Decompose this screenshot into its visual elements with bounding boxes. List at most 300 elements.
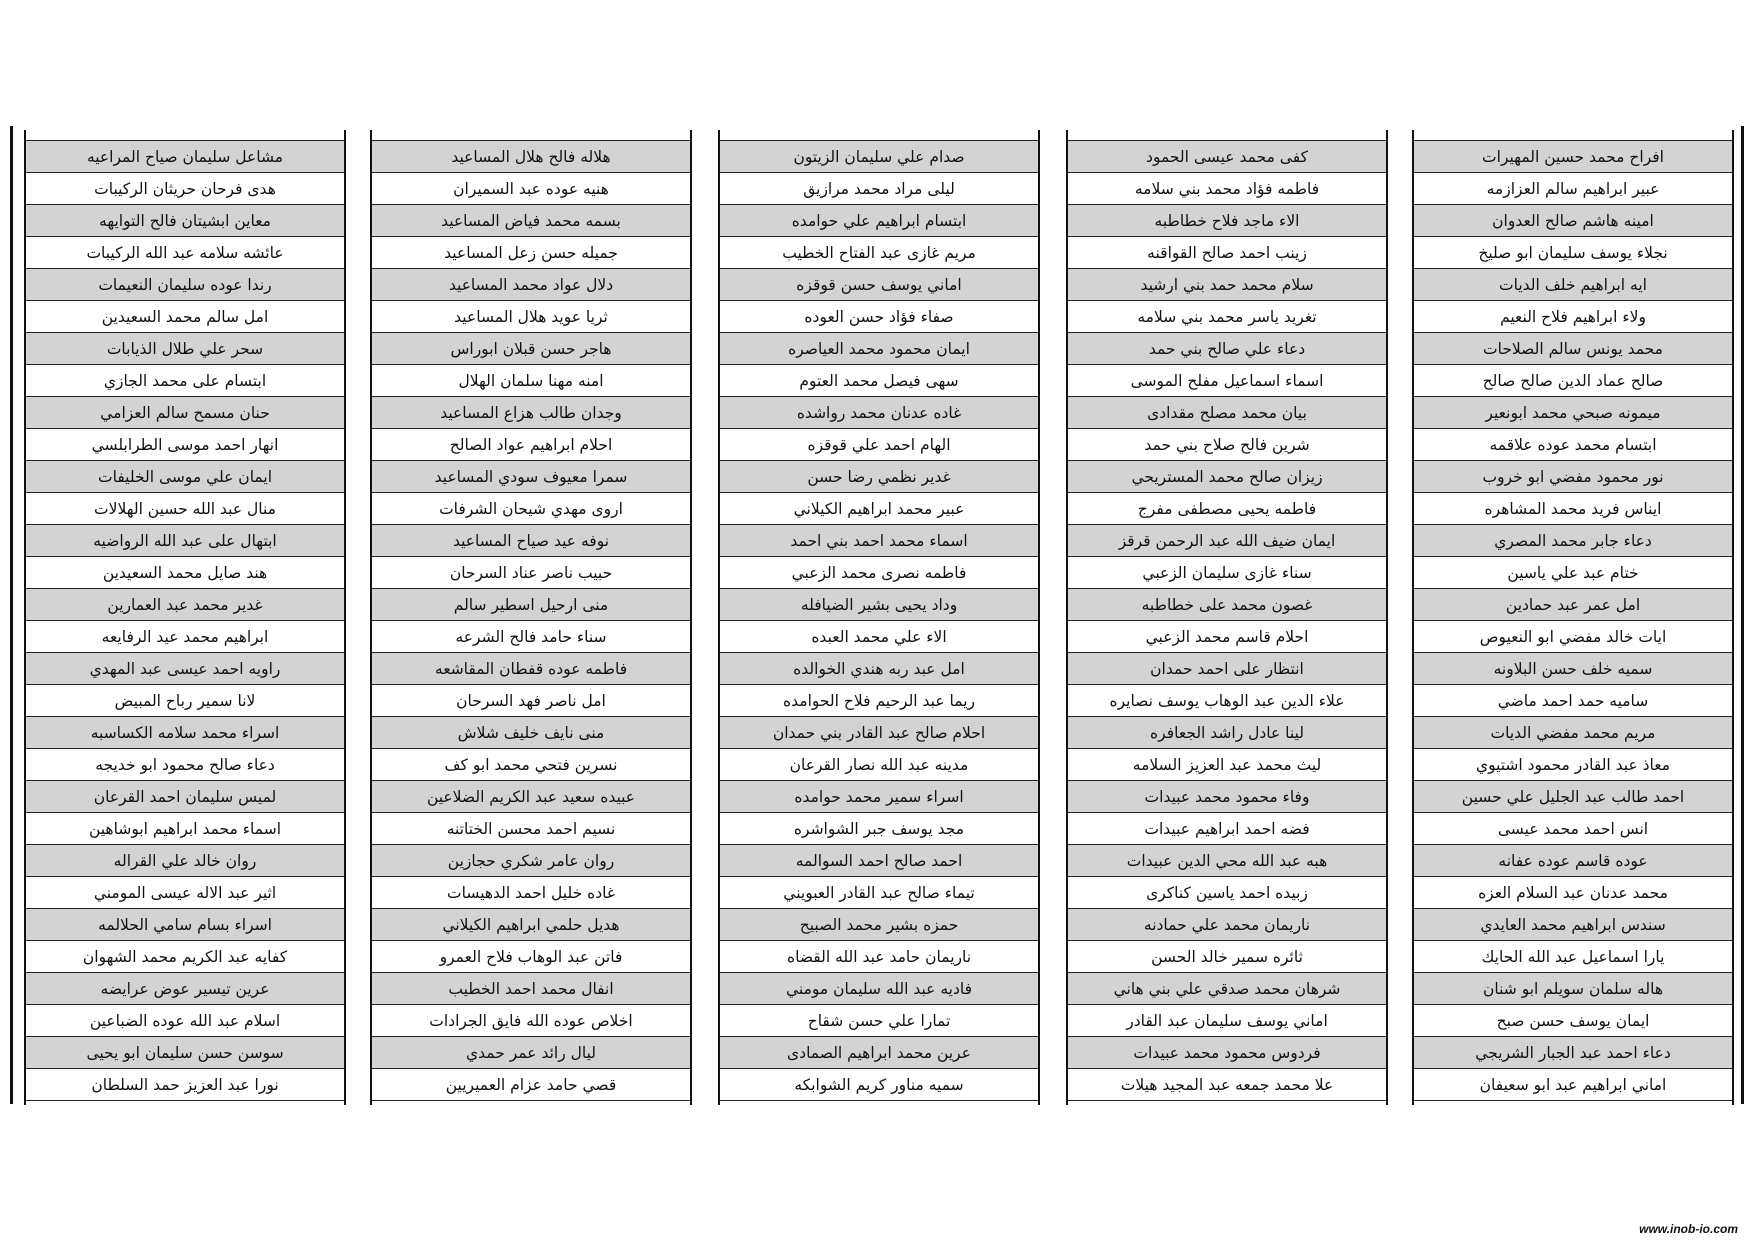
name-row: [372, 237, 690, 269]
name-row: [372, 909, 690, 941]
name-row: [26, 429, 344, 461]
name-row: [720, 1037, 1038, 1069]
person-name: فضه احمد ابراهيم عبيدات: [1144, 819, 1310, 838]
person-name: احلام صالح عبد القادر بني حمدان: [772, 723, 986, 742]
person-name: مريم محمد مفضي الديات: [1490, 723, 1656, 742]
person-name: احمد صالح احمد السوالمه: [795, 851, 963, 870]
name-table: [24, 130, 346, 1105]
person-name: عبيده سعيد عبد الكريم الضلاعين: [426, 787, 636, 806]
name-row: [720, 237, 1038, 269]
name-row: [1068, 205, 1386, 237]
name-row: [1414, 1037, 1732, 1069]
name-row: [1068, 333, 1386, 365]
person-name: انهار احمد موسى الطرابلسي: [91, 435, 279, 454]
name-table: [1066, 130, 1388, 1105]
name-row: [1414, 397, 1732, 429]
person-name: ميمونه صبحي محمد ابونعير: [1485, 403, 1661, 422]
person-name: زيزان صالح محمد المستريحي: [1131, 467, 1323, 486]
name-row: [26, 461, 344, 493]
person-name: امنه مهنا سلمان الهلال: [458, 371, 604, 390]
name-row: [372, 685, 690, 717]
name-row: [26, 653, 344, 685]
person-name: اثير عبد الاله عيسى المومني: [93, 883, 277, 902]
person-name: روان خالد علي القراله: [113, 851, 257, 870]
name-row: [372, 717, 690, 749]
person-name: فاتن عبد الوهاب فلاح العمرو: [439, 947, 623, 966]
name-row: [1414, 589, 1732, 621]
name-row: [1414, 429, 1732, 461]
name-row: [1068, 365, 1386, 397]
person-name: الاء علي محمد العبده: [811, 627, 947, 646]
person-name: ايه ابراهيم خلف الديات: [1499, 275, 1647, 294]
name-row: [372, 941, 690, 973]
name-row: [720, 1069, 1038, 1101]
name-row: [1068, 557, 1386, 589]
name-row: [1414, 845, 1732, 877]
name-row: [1068, 973, 1386, 1005]
name-row: [1414, 365, 1732, 397]
name-row: [372, 173, 690, 205]
person-name: كفايه عبد الكريم محمد الشهوان: [82, 947, 288, 966]
name-row: [26, 621, 344, 653]
name-row: [720, 557, 1038, 589]
name-row: [1068, 621, 1386, 653]
person-name: عبير محمد ابراهيم الكيلاني: [793, 499, 965, 518]
name-row: [26, 1037, 344, 1069]
table-bottom: [720, 1101, 1038, 1105]
person-name: سناء حامد فالح الشرعه: [455, 627, 607, 646]
person-name: احمد طالب عبد الجليل علي حسين: [1461, 787, 1685, 806]
person-name: يارا اسماعيل عبد الله الحايك: [1481, 947, 1665, 966]
name-row: [1414, 333, 1732, 365]
name-row: [372, 429, 690, 461]
person-name: هاجر حسن قبلان ابوراس: [450, 339, 612, 358]
person-name: اسراء محمد سلامه الكساسبه: [90, 723, 280, 742]
person-name: زبيده احمد ياسين كناكرى: [1146, 883, 1308, 902]
name-row: [1414, 141, 1732, 173]
person-name: شرين فالح صلاح بني حمد: [1144, 435, 1310, 454]
name-row: [720, 973, 1038, 1005]
name-row: [26, 365, 344, 397]
name-row: [720, 493, 1038, 525]
name-row: [26, 333, 344, 365]
person-name: ريما عبد الرحيم فلاح الحوامده: [783, 691, 975, 710]
name-row: [26, 781, 344, 813]
name-row: [720, 173, 1038, 205]
name-row: [372, 1037, 690, 1069]
person-name: علاء الدين عبد الوهاب يوسف نصايره: [1109, 691, 1345, 710]
person-name: عائشه سلامه عبد الله الركيبات: [86, 243, 284, 262]
name-row: [720, 781, 1038, 813]
name-row: [1068, 877, 1386, 909]
person-name: اماني يوسف سليمان عبد القادر: [1126, 1011, 1328, 1030]
person-name: سلام محمد حمد بني ارشيد: [1140, 275, 1314, 294]
name-row: [1414, 909, 1732, 941]
person-name: صدام علي سليمان الزيتون: [793, 147, 965, 166]
person-name: دعاء صالح محمود ابو خديجه: [95, 755, 275, 774]
person-name: صالح عماد الدين صالح صالح: [1482, 371, 1664, 390]
name-row: [1414, 237, 1732, 269]
person-name: لميس سليمان احمد القرعان: [93, 787, 277, 806]
person-name: حنان مسمح سالم العزامي: [100, 403, 270, 422]
person-name: ابتسام على محمد الجازي: [103, 371, 267, 390]
person-name: ليلى مراد محمد مرازيق: [803, 179, 955, 198]
name-row: [1414, 269, 1732, 301]
name-row: [720, 941, 1038, 973]
cropped-top-row: [1414, 130, 1732, 141]
person-name: امينه هاشم صالح العدوان: [1492, 211, 1654, 230]
table-bottom: [1068, 1101, 1386, 1105]
person-name: انتظار على احمد حمدان: [1150, 659, 1304, 678]
name-row: [720, 845, 1038, 877]
person-name: تمارا علي حسن شقاح: [807, 1011, 951, 1030]
name-row: [1068, 237, 1386, 269]
person-name: ايات خالد مفضي ابو النعيوص: [1479, 627, 1667, 646]
person-name: هاله سلمان سويلم ابو شنان: [1483, 979, 1663, 998]
person-name: غدير نظمي رضا حسن: [807, 467, 951, 486]
person-name: ايناس فريد محمد المشاهره: [1484, 499, 1662, 518]
person-name: نجلاء يوسف سليمان ابو صليخ: [1478, 243, 1668, 262]
name-row: [372, 781, 690, 813]
person-name: اسماء اسماعيل مفلح الموسى: [1130, 371, 1324, 390]
person-name: تغريد ياسر محمد بني سلامه: [1137, 307, 1317, 326]
name-row: [372, 973, 690, 1005]
name-row: [26, 973, 344, 1005]
name-row: [26, 525, 344, 557]
name-row: [1068, 461, 1386, 493]
table-bottom: [1414, 1101, 1732, 1105]
person-name: سندس ابراهيم محمد العايدي: [1480, 915, 1666, 934]
person-name: هلاله فالح هلال المساعيد: [451, 147, 611, 166]
person-name: امل ناصر فهد السرحان: [456, 691, 606, 710]
person-name: احلام ابراهيم عواد الصالح: [449, 435, 613, 454]
name-row: [372, 653, 690, 685]
name-row: [372, 845, 690, 877]
person-name: هدى فرحان حريثان الركيبات: [94, 179, 276, 198]
person-name: اخلاص عوده الله فايق الجرادات: [429, 1011, 633, 1030]
name-row: [1068, 493, 1386, 525]
name-row: [1414, 173, 1732, 205]
person-name: فاطمه يحيى مصطفى مفرج: [1137, 499, 1317, 518]
person-name: هديل حلمي ابراهيم الكيلاني: [442, 915, 620, 934]
cropped-top-row: [1068, 130, 1386, 141]
name-row: [720, 685, 1038, 717]
person-name: علا محمد جمعه عبد المجيد هيلات: [1120, 1075, 1334, 1094]
person-name: دعاء احمد عبد الجبار الشريجي: [1475, 1043, 1671, 1062]
name-row: [372, 1005, 690, 1037]
right-margin-rule: [1741, 126, 1744, 1104]
person-name: مريم غازى عبد الفتاح الخطيب: [782, 243, 976, 262]
table-bottom: [372, 1101, 690, 1105]
person-name: ابتهال على عبد الله الرواضيه: [93, 531, 277, 550]
person-name: غصون محمد على خطاطبه: [1141, 595, 1313, 614]
name-row: [720, 365, 1038, 397]
person-name: صفاء فؤاد حسن العوده: [804, 307, 954, 326]
name-row: [26, 717, 344, 749]
name-row: [720, 589, 1038, 621]
name-table: [370, 130, 692, 1105]
name-row: [372, 141, 690, 173]
cropped-top-row: [720, 130, 1038, 141]
name-table: [718, 130, 1040, 1105]
person-name: كفى محمد عيسى الحمود: [1146, 147, 1308, 166]
name-row: [1414, 525, 1732, 557]
person-name: انس احمد محمد عيسى: [1497, 819, 1649, 838]
person-name: ناريمان محمد علي حمادنه: [1143, 915, 1311, 934]
person-name: سحر علي طلال الذيابات: [106, 339, 264, 358]
person-name: مشاعل سليمان صياح المراعيه: [86, 147, 284, 166]
name-row: [720, 205, 1038, 237]
name-row: [26, 1069, 344, 1101]
person-name: سميه مناور كريم الشوابكه: [794, 1075, 964, 1094]
name-row: [1414, 941, 1732, 973]
name-row: [26, 493, 344, 525]
name-row: [720, 525, 1038, 557]
name-row: [1414, 749, 1732, 781]
person-name: اماني يوسف حسن قوقزه: [796, 275, 962, 294]
person-name: نسرين فتحي محمد ابو كف: [444, 755, 618, 774]
name-row: [372, 397, 690, 429]
person-name: هنيه عوده عبد السميران: [453, 179, 609, 198]
person-name: الهام احمد علي قوقزه: [807, 435, 951, 454]
name-row: [372, 749, 690, 781]
name-row: [1068, 685, 1386, 717]
person-name: نسيم احمد محسن الختاتنه: [446, 819, 616, 838]
name-row: [372, 877, 690, 909]
name-row: [720, 909, 1038, 941]
person-name: سناء غازى سليمان الزعبي: [1142, 563, 1312, 582]
person-name: سمرا معيوف سودي المساعيد: [434, 467, 628, 486]
person-name: ثريا عويد هلال المساعيد: [454, 307, 608, 326]
name-row: [26, 141, 344, 173]
person-name: ايمان ضيف الله عبد الرحمن قرقز: [1118, 531, 1336, 550]
name-row: [720, 877, 1038, 909]
person-name: غاده عدنان محمد رواشده: [796, 403, 962, 422]
person-name: رندا عوده سليمان النعيمات: [98, 275, 272, 294]
person-name: وداد يحيى بشير الضيافله: [800, 595, 958, 614]
name-row: [26, 877, 344, 909]
person-name: ثائره سمير خالد الحسن: [1151, 947, 1303, 966]
name-row: [1414, 1069, 1732, 1101]
name-row: [1414, 653, 1732, 685]
person-name: ليث محمد عبد العزيز السلامه: [1132, 755, 1322, 774]
name-row: [26, 941, 344, 973]
person-name: لانا سمير رباح المبيض: [114, 691, 256, 710]
person-name: امل عبد ربه هندي الخوالده: [793, 659, 965, 678]
person-name: ناريمان حامد عبد الله القضاه: [786, 947, 972, 966]
name-row: [372, 621, 690, 653]
name-row: [26, 813, 344, 845]
left-margin-rule: [10, 126, 13, 1104]
name-row: [1068, 141, 1386, 173]
person-name: دلال عواد محمد المساعيد: [448, 275, 614, 294]
person-name: اسماء محمد احمد بني احمد: [790, 531, 968, 550]
person-name: محمد عدنان عبد السلام العزه: [1478, 883, 1668, 902]
person-name: نورا عبد العزيز حمد السلطان: [91, 1075, 279, 1094]
name-row: [1068, 525, 1386, 557]
person-name: اسلام عبد الله عوده الضباعين: [89, 1011, 281, 1030]
person-name: ساميه حمد احمد ماضي: [1497, 691, 1649, 710]
person-name: اسراء سمير محمد حوامده: [794, 787, 964, 806]
person-name: شرهان محمد صدقي علي بني هاني: [1113, 979, 1341, 998]
person-name: محمد يونس سالم الصلاحات: [1483, 339, 1663, 358]
person-name: اسراء بسام سامي الحلالمه: [98, 915, 272, 934]
name-row: [372, 461, 690, 493]
person-name: ولاء ابراهيم فلاح النعيم: [1500, 307, 1646, 326]
name-row: [1414, 717, 1732, 749]
name-row: [26, 205, 344, 237]
person-name: راويه احمد عيسى عبد المهدي: [89, 659, 281, 678]
name-row: [1068, 781, 1386, 813]
name-row: [26, 1005, 344, 1037]
name-row: [1414, 685, 1732, 717]
person-name: لينا عادل راشد الجعافره: [1150, 723, 1304, 742]
person-name: احلام قاسم محمد الزعبي: [1145, 627, 1309, 646]
person-name: بيان محمد مصلح مقدادى: [1147, 403, 1307, 422]
cropped-top-row: [26, 130, 344, 141]
person-name: فاطمه عوده قفطان المقاشعه: [434, 659, 628, 678]
name-row: [720, 269, 1038, 301]
person-name: اسماء محمد ابراهيم ابوشاهين: [88, 819, 282, 838]
name-row: [372, 557, 690, 589]
person-name: دعاء جابر محمد المصري: [1494, 531, 1652, 550]
name-row: [26, 845, 344, 877]
person-name: قصي حامد عزام العميريين: [445, 1075, 617, 1094]
name-row: [26, 909, 344, 941]
person-name: اماني ابراهيم عبد ابو سعيفان: [1479, 1075, 1667, 1094]
name-row: [1414, 621, 1732, 653]
name-row: [372, 269, 690, 301]
site-watermark: www.inob-io.com: [1639, 1222, 1738, 1236]
name-table: [1412, 130, 1734, 1105]
name-row: [372, 525, 690, 557]
name-row: [1414, 877, 1732, 909]
person-name: عبير ابراهيم سالم العزازمه: [1486, 179, 1660, 198]
name-row: [372, 333, 690, 365]
person-name: انفال محمد احمد الخطيب: [448, 979, 614, 998]
person-name: معاين ابشيتان فالح التوايهه: [99, 211, 271, 230]
person-name: عرين تيسير عوض عرايضه: [100, 979, 270, 998]
person-name: امل عمر عبد حمادين: [1505, 595, 1641, 614]
person-name: فاديه عبد الله سليمان مومني: [786, 979, 972, 998]
person-name: سميه خلف حسن البلاونه: [1493, 659, 1653, 678]
person-name: هبه عبد الله محي الدين عبيدات: [1126, 851, 1328, 870]
name-row: [720, 301, 1038, 333]
person-name: وفاء محمود محمد عبيدات: [1144, 787, 1310, 806]
person-name: ابراهيم محمد عيد الرفايعه: [101, 627, 269, 646]
person-name: عوده قاسم عوده عفانه: [1498, 851, 1648, 870]
name-row: [1068, 813, 1386, 845]
name-row: [1068, 1005, 1386, 1037]
person-name: منال عبد الله حسين الهلالات: [94, 499, 276, 518]
name-row: [26, 397, 344, 429]
name-row: [1068, 397, 1386, 429]
name-row: [720, 429, 1038, 461]
name-row: [1068, 429, 1386, 461]
person-name: غاده خليل احمد الدهيسات: [447, 883, 615, 902]
person-name: نور محمود مفضي ابو خروب: [1482, 467, 1664, 486]
name-row: [26, 173, 344, 205]
person-name: روان عامر شكري حجازين: [447, 851, 615, 870]
name-row: [372, 589, 690, 621]
person-name: مدينه عبد الله نصار القرعان: [789, 755, 969, 774]
person-name: حبيب ناصر عناد السرحان: [449, 563, 613, 582]
name-row: [372, 365, 690, 397]
person-name: بسمه محمد فياض المساعيد: [441, 211, 621, 230]
name-row: [720, 653, 1038, 685]
name-row: [1068, 173, 1386, 205]
name-row: [720, 749, 1038, 781]
table-bottom: [26, 1101, 344, 1105]
person-name: ابتسام ابراهيم علي حوامده: [791, 211, 967, 230]
person-name: سهى فيصل محمد العتوم: [799, 371, 959, 390]
name-row: [372, 205, 690, 237]
person-name: زينب احمد صالح القواقنه: [1147, 243, 1307, 262]
person-name: فاطمه نصرى محمد الزعبي: [791, 563, 967, 582]
person-name: امل سالم محمد السعيدين: [101, 307, 269, 326]
name-row: [372, 493, 690, 525]
person-name: عرين محمد ابراهيم الصمادى: [787, 1043, 971, 1062]
person-name: نوفه عيد صياح المساعيد: [452, 531, 610, 550]
name-row: [1068, 717, 1386, 749]
name-row: [1068, 653, 1386, 685]
name-row: [1068, 845, 1386, 877]
person-name: سوسن حسن سليمان ابو يحيى: [86, 1043, 284, 1062]
name-row: [372, 301, 690, 333]
name-row: [26, 749, 344, 781]
person-name: ايمان علي موسى الخليفات: [98, 467, 272, 486]
person-name: الاء ماجد فلاح خطاطبه: [1154, 211, 1300, 230]
person-name: منى ارحيل اسطير سالم: [453, 595, 609, 614]
name-row: [26, 269, 344, 301]
name-row: [26, 301, 344, 333]
name-row: [1068, 269, 1386, 301]
cropped-top-row: [372, 130, 690, 141]
person-name: ايمان محمود محمد العياصره: [788, 339, 970, 358]
name-row: [1068, 1069, 1386, 1101]
name-row: [720, 813, 1038, 845]
person-name: دعاء علي صالح بني حمد: [1148, 339, 1306, 358]
person-name: حمزه بشير محمد الصبيح: [799, 915, 959, 934]
name-row: [1414, 557, 1732, 589]
name-row: [720, 717, 1038, 749]
person-name: مجد يوسف جبر الشواشره: [793, 819, 965, 838]
name-row: [1068, 301, 1386, 333]
name-row: [26, 589, 344, 621]
name-row: [1068, 589, 1386, 621]
name-row: [26, 557, 344, 589]
name-row: [720, 621, 1038, 653]
name-row: [720, 141, 1038, 173]
name-row: [1414, 813, 1732, 845]
name-row: [1414, 205, 1732, 237]
name-row: [1414, 301, 1732, 333]
person-name: اروى مهدي شيحان الشرفات: [439, 499, 623, 518]
person-name: معاذ عبد القادر محمود اشتيوي: [1475, 755, 1671, 774]
person-name: غدير محمد عبد العمارين: [107, 595, 263, 614]
name-row: [372, 1069, 690, 1101]
name-row: [1414, 493, 1732, 525]
person-name: جميله حسن زعل المساعيد: [444, 243, 618, 262]
person-name: هند صايل محمد السعيدين: [102, 563, 268, 582]
name-row: [1068, 749, 1386, 781]
person-name: تيماء صالح عبد القادر العبويني: [783, 883, 975, 902]
name-row: [1068, 909, 1386, 941]
name-row: [720, 397, 1038, 429]
name-row: [1414, 461, 1732, 493]
person-name: منى نايف خليف شلاش: [457, 723, 605, 742]
name-row: [1414, 781, 1732, 813]
